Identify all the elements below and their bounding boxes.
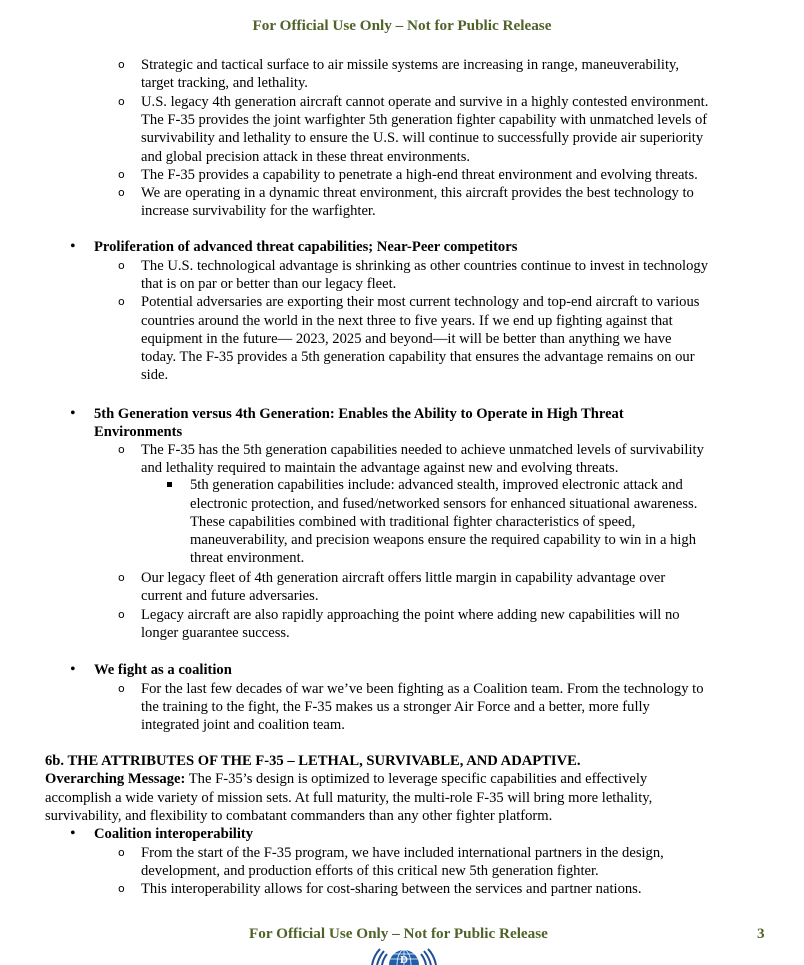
section-heading: We fight as a coalition bbox=[94, 662, 232, 678]
text-line: The F-35’s design is optimized to leverage specific capabilities and effectively bbox=[185, 771, 648, 787]
text-line: the training to the fight, the F-35 makes us a stronger Air Force and a better, more fully bbox=[141, 699, 650, 715]
text-line: increase survivability for the warfighter. bbox=[141, 203, 376, 219]
text-line: threat environment. bbox=[190, 550, 305, 566]
text-line: 5th generation capabilities include: advanced stealth, improved electronic attack and bbox=[190, 477, 683, 493]
text-line: side. bbox=[141, 367, 169, 383]
text-line: that is on par or better than our legacy fleet. bbox=[141, 276, 397, 292]
header-classification: For Official Use Only – Not for Public Release bbox=[252, 17, 552, 34]
text-line: target tracking, and lethality. bbox=[141, 75, 308, 91]
overarching-message-line bbox=[45, 770, 647, 788]
text-line: and global precision attack in these threat environments. bbox=[141, 149, 471, 165]
overarching-label: Overarching Message: bbox=[45, 771, 186, 787]
bullet-circle-icon: o bbox=[118, 882, 125, 895]
text-line: The F-35 provides a capability to penetrate a high-end threat environment and evolving threats. bbox=[141, 167, 698, 183]
text-line: The F-35 has the 5th generation capabilities needed to achieve unmatched levels of survivability bbox=[141, 442, 704, 458]
section-heading: Proliferation of advanced threat capabilities; Near-Peer competitors bbox=[94, 239, 518, 255]
bullet-circle-icon: o bbox=[118, 846, 125, 859]
globe-radio-logo-icon bbox=[366, 947, 442, 965]
text-line: equipment in the future— 2023, 2025 and beyond—it will be better than anything we have bbox=[141, 331, 672, 347]
text-line: survivability and lethality to ensure the U.S. will continue to successfully provide air superiority bbox=[141, 130, 704, 146]
bullet-dot-icon: • bbox=[70, 661, 76, 678]
section-title: 6b. THE ATTRIBUTES OF THE F-35 – LETHAL, SURVIVABLE, AND ADAPTIVE. bbox=[45, 753, 581, 769]
text-line: We are operating in a dynamic threat environment, this aircraft provides the best technology to bbox=[141, 185, 694, 201]
section-heading: 5th Generation versus 4th Generation: Enables the Ability to Operate in High Threat bbox=[94, 406, 624, 422]
footer bbox=[0, 925, 804, 945]
text-line: Legacy aircraft are also rapidly approaching the point where adding new capabilities will no bbox=[141, 607, 680, 623]
text-line: integrated joint and coalition team. bbox=[141, 717, 345, 733]
text-line: electronic protection, and fused/networked sensors for enhanced situational awareness. bbox=[190, 496, 698, 512]
text-line: U.S. legacy 4th generation aircraft cannot operate and survive in a highly contested environment. bbox=[141, 94, 709, 110]
bullet-circle-icon: o bbox=[118, 259, 125, 272]
page-number: 3 bbox=[757, 925, 765, 942]
bullet-circle-icon: o bbox=[118, 95, 125, 108]
text-line: survivability, and flexibility to combatant commanders than any other fighter platform. bbox=[45, 808, 553, 824]
svg-text:D: D bbox=[400, 954, 408, 965]
bullet-circle-icon: o bbox=[118, 168, 125, 181]
text-line: From the start of the F-35 program, we have included international partners in the design, bbox=[141, 845, 664, 861]
text-line: The F-35 provides the joint warfighter 5th generation fighter capability with unmatched levels of bbox=[141, 112, 708, 128]
text-line: today. The F-35 provides a 5th generation capability that ensures the advantage remains on our bbox=[141, 349, 695, 365]
text-line: For the last few decades of war we’ve been fighting as a Coalition team. From the technology to bbox=[141, 681, 704, 697]
text-line: These capabilities combined with traditional fighter characteristics of speed, bbox=[190, 514, 636, 530]
text-line: maneuverability, and precision weapons ensure the required capability to win in a high bbox=[190, 532, 697, 548]
text-line: development, and production efforts of this critical new 5th generation fighter. bbox=[141, 863, 599, 879]
bullet-circle-icon: o bbox=[118, 58, 125, 71]
text-line: countries around the world in the next three to five years. If we end up fighting against that bbox=[141, 313, 673, 329]
bullet-circle-icon: o bbox=[118, 295, 125, 308]
footer-classification: For Official Use Only – Not for Public Release bbox=[249, 925, 548, 942]
text-line: The U.S. technological advantage is shrinking as other countries continue to invest in technology bbox=[141, 258, 708, 274]
text-line: current and future adversaries. bbox=[141, 588, 319, 604]
bullet-dot-icon: • bbox=[70, 405, 76, 422]
bullet-circle-icon: o bbox=[118, 571, 125, 584]
bullet-circle-icon: o bbox=[118, 186, 125, 199]
text-line: Our legacy fleet of 4th generation aircraft offers little margin in capability advantage over bbox=[141, 570, 666, 586]
bullet-circle-icon: o bbox=[118, 682, 125, 695]
bullet-dot-icon: • bbox=[70, 238, 76, 255]
bullet-circle-icon: o bbox=[118, 443, 125, 456]
bullet-square-icon bbox=[167, 482, 172, 487]
text-line: Potential adversaries are exporting their most current technology and top-end aircraft to various bbox=[141, 294, 700, 310]
text-line: This interoperability allows for cost-sharing between the services and partner nations. bbox=[141, 881, 642, 897]
section-heading-continued: Environments bbox=[94, 424, 183, 440]
bullet-dot-icon: • bbox=[70, 825, 76, 842]
text-line: longer guarantee success. bbox=[141, 625, 290, 641]
text-line: accomplish a wide variety of mission sets. At full maturity, the multi-role F-35 will bring more lethality, bbox=[45, 790, 653, 806]
bullet-circle-icon: o bbox=[118, 608, 125, 621]
text-line: and lethality required to maintain the advantage against new and evolving threats. bbox=[141, 460, 619, 476]
text-line: Strategic and tactical surface to air missile systems are increasing in range, maneuverability, bbox=[141, 57, 680, 73]
section-heading: Coalition interoperability bbox=[94, 826, 254, 842]
